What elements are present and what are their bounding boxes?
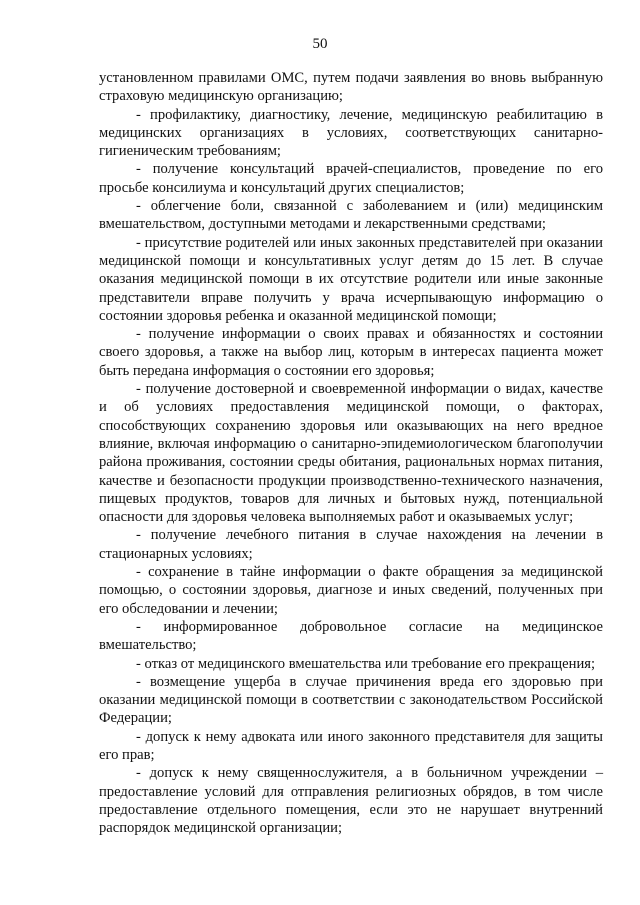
list-item: - облегчение боли, связанной с заболеванием и (или) медицинским вмешательством, доступными методами и лекарственными средствами; <box>99 198 603 233</box>
list-item: - присутствие родителей или иных законных представителей при оказании медицинской помощи и консультативных услуг детям до 15 лет. В случае оказания медицинской помощи в их отсутствие родители или иные законные представители вправе получить у врача исчерпывающую информацию о состоянии здоровья ребенка и оказанной медицинской помощи; <box>99 234 603 324</box>
body-text <box>99 69 603 837</box>
list-item: - допуск к нему священнослужителя, а в больничном учреждении – предоставление условий для отправления религиозных обрядов, в том числе предоставление отдельного помещения, если это не нарушает внутренний распорядок медицинской организации; <box>99 765 603 837</box>
list-item: - получение достоверной и своевременной информации о видах, качестве и об условиях предоставления медицинской помощи, о факторах, способствующих сохранению здоровья или оказывающих на него вредное влияние, включая информацию о санитарно-эпидемиологическом благополучии района проживания, состоянии среды обитания, рациональных нормах питания, качестве и безопасности продукции производственно-технического назначения, пищевых продуктов, товаров для личных и бытовых нужд, потенциальной опасности для здоровья человека выполняемых работ и оказываемых услуг; <box>99 381 603 526</box>
paragraph: установленном правилами ОМС, путем подачи заявления во вновь выбранную страховую медицинскую организацию; <box>99 70 603 105</box>
list-item: - сохранение в тайне информации о факте обращения за медицинской помощью, о состоянии здоровья, диагнозе и иных сведений, полученных при его обследовании и лечении; <box>99 564 603 617</box>
list-item: - получение информации о своих правах и обязанностях и состоянии своего здоровья, а также на выбор лиц, которым в интересах пациента может быть передана информация о состоянии его здоровья; <box>99 326 603 379</box>
page-number: 50 <box>312 36 328 52</box>
list-item: - профилактику, диагностику, лечение, медицинскую реабилитацию в медицинских организациях в условиях, соответствующих санитарно-гигиеническим требованиям; <box>99 106 603 160</box>
list-item: - получение лечебного питания в случае нахождения на лечении в стационарных условиях; <box>99 527 603 562</box>
list-item: - получение консультаций врачей-специалистов, проведение по его просьбе консилиума и консультаций других специалистов; <box>99 161 603 196</box>
list-item: - возмещение ущерба в случае причинения вреда его здоровью при оказании медицинской помощи в соответствии с законодательством Российской Федерации; <box>99 673 603 727</box>
list-item: - отказ от медицинского вмешательства или требование его прекращения; <box>136 655 596 672</box>
list-item: - допуск к нему адвоката или иного законного представителя для защиты его прав; <box>99 728 603 763</box>
list-item: - информированное добровольное согласие на медицинское вмешательство; <box>99 618 603 654</box>
